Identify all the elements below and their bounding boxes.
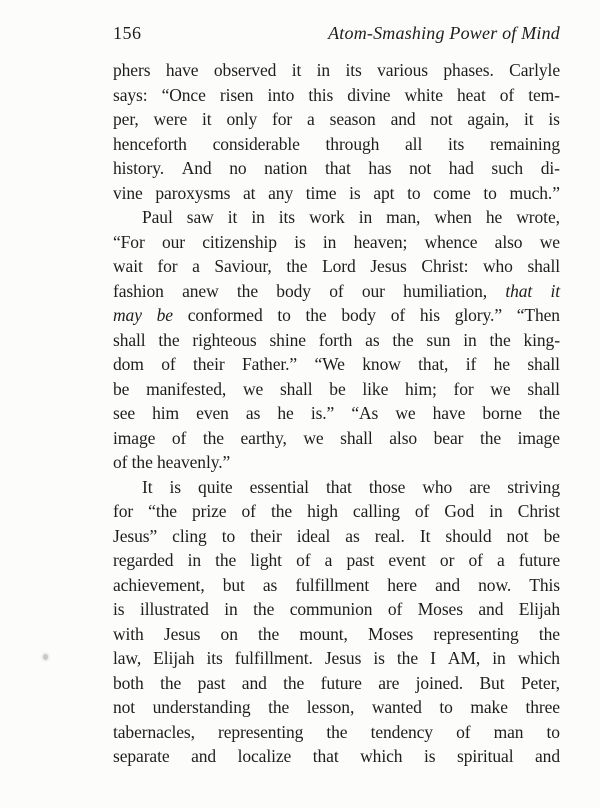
text-line: be manifested, we shall be like him; for we shall	[113, 378, 560, 399]
text-line: per, were it only for a season and not again, it is	[113, 109, 560, 129]
text-line: regarded in the light of a past event or of a future	[113, 550, 560, 570]
running-head	[113, 23, 560, 43]
text-line: dom of their Father.” “We know that, if he shall	[113, 354, 560, 374]
page-body	[113, 58, 560, 769]
scan-artifact	[43, 654, 48, 660]
text-line: of the heavenly.”	[113, 452, 231, 472]
text-line: Jesus” cling to their ideal as real. It should not be	[113, 525, 560, 546]
paragraph	[113, 205, 560, 475]
text-line: not understanding the lesson, wanted to make three	[113, 697, 560, 717]
text-line: see him even as he is.” “As we have borne the	[113, 403, 560, 423]
text-line: separate and localize that which is spiritual and	[113, 746, 560, 766]
text-line: may be conformed to the body of his glory.” “Then	[113, 305, 560, 325]
page-number: 156	[113, 23, 142, 43]
text-line: for “the prize of the high calling of God in Christ	[113, 501, 560, 521]
text-line: tabernacles, representing the tendency of man to	[113, 721, 560, 742]
text-line: It is quite essential that those who are striving	[142, 476, 560, 497]
paragraph	[113, 58, 560, 205]
text-line: says: “Once risen into this divine white heat of tem-	[113, 84, 560, 105]
text-line: achievement, but as fulfillment here and now. This	[113, 574, 560, 595]
text-line: Paul saw it in its work in man, when he wrote,	[142, 207, 560, 227]
text-line: fashion anew the body of our humiliation, that it	[113, 280, 560, 301]
text-line: “For our citizenship is in heaven; whence also we	[113, 231, 560, 252]
text-line: vine paroxysms at any time is apt to come to much.”	[113, 182, 560, 203]
text-line: history. And no nation that has not had such di-	[113, 158, 560, 178]
text-line: both the past and the future are joined. But Peter,	[113, 672, 560, 693]
text-line: phers have observed it in its various phases. Carlyle	[113, 60, 560, 80]
text-line: image of the earthy, we shall also bear the image	[113, 427, 560, 448]
text-line: henceforth considerable through all its remaining	[113, 133, 560, 154]
text-line: shall the righteous shine forth as the sun in the king-	[113, 329, 560, 350]
text-line: law, Elijah its fulfillment. Jesus is the I AM, in which	[113, 648, 560, 668]
text-line: is illustrated in the communion of Moses and Elijah	[113, 599, 560, 619]
text-line: with Jesus on the mount, Moses representing the	[113, 623, 560, 644]
text-line: wait for a Saviour, the Lord Jesus Christ: who shall	[113, 256, 560, 276]
running-title: Atom-Smashing Power of Mind	[328, 23, 560, 43]
paragraph	[113, 475, 560, 769]
